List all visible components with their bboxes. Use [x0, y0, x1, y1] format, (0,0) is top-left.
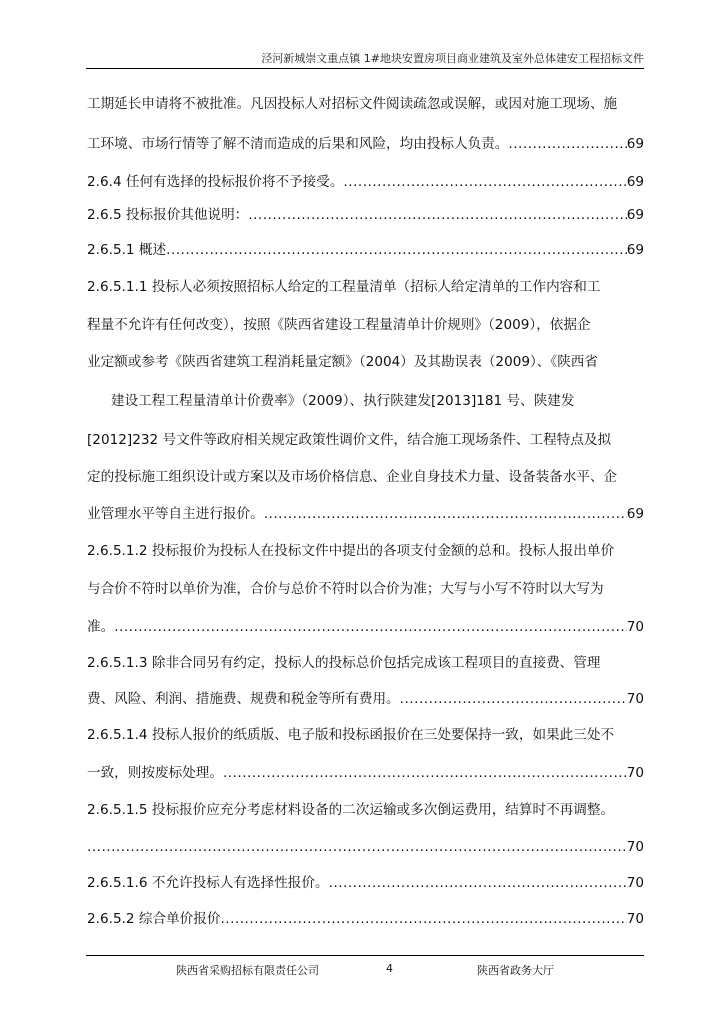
toc-entry[interactable]: [87, 616, 644, 638]
toc-page-number: 70: [626, 691, 644, 707]
toc-page-number: 69: [626, 207, 644, 223]
dot-leader: [329, 872, 627, 894]
toc-line: [111, 390, 644, 412]
toc-line: [87, 429, 644, 451]
toc-entry[interactable]: [87, 133, 644, 155]
footer-company: 陕西省采购招标有限责任公司: [176, 964, 319, 977]
toc-line: [87, 276, 644, 298]
toc-line-text: 2.6.5.1.3 除非合同另有约定，投标人的投标总价包括完成该工程项目的直接费、管理: [87, 655, 601, 671]
toc-line-text: 2.6.5.1.4 投标人报价的纸质版、电子版和投标函报价在三处要保持一致，如果此三处不: [87, 727, 615, 743]
toc-entry-text: 2.6.5 投标报价其他说明：: [87, 207, 249, 223]
dot-leader: [400, 688, 627, 710]
dot-leader: [87, 836, 627, 858]
toc-entry-text: 费、风险、利润、措施费、规费和税金等所有费用。: [87, 691, 400, 707]
toc-entry-text: 2.6.5.1.6 不允许投标人有选择性报价。: [87, 875, 329, 891]
toc-page-number: 69: [626, 506, 644, 522]
toc-line-text: 工期延长申请将不被批准。凡因投标人对招标文件阅读疏忽或误解，或因对施工现场、施: [87, 96, 618, 112]
toc-entry[interactable]: [87, 836, 644, 858]
dot-leader: [248, 204, 626, 226]
toc-line-text: 业定额或参考《陕西省建筑工程消耗量定额》（2004）及其勘误表（2009）、《陕西省: [87, 354, 598, 370]
dot-leader: [114, 616, 627, 638]
dot-leader: [166, 239, 627, 261]
footer-location: 陕西省政务大厅: [477, 964, 554, 977]
toc-line-text: 2.6.5.1.5 投标报价应充分考虑材料设备的二次运输或多次倒运费用，结算时不再调整。: [87, 802, 615, 818]
header-divider: [86, 68, 644, 69]
toc-line: [87, 314, 644, 336]
toc-entry-text: 2.6.5.1 概述: [87, 242, 167, 258]
toc-page-number: 70: [626, 875, 644, 891]
toc-page-number: 70: [626, 619, 644, 635]
toc-page-number: 69: [626, 174, 644, 190]
toc-entry[interactable]: [87, 762, 644, 784]
toc-line: [87, 93, 644, 115]
toc-entry-text: 业管理水平等自主进行报价。: [87, 506, 264, 522]
footer-page-number: 4: [386, 962, 393, 975]
toc-entry[interactable]: [87, 503, 644, 525]
footer-divider: [86, 955, 644, 956]
dot-leader: [343, 171, 626, 193]
toc-entry[interactable]: [87, 908, 644, 930]
toc-entry-text: 2.6.4 任何有选择的投标报价将不予接受。: [87, 174, 344, 190]
toc-page-number: 69: [626, 136, 644, 152]
toc-line: [87, 652, 644, 674]
toc-entry[interactable]: [87, 204, 644, 226]
toc-entry-text: 2.6.5.2 综合单价报价: [87, 911, 221, 927]
toc-line-text: 与合价不符时以单价为准，合价与总价不符时以合价为准；大写与小写不符时以大写为: [87, 581, 604, 597]
toc-entry[interactable]: [87, 239, 644, 261]
toc-entry[interactable]: [87, 688, 644, 710]
document-header-title: 泾河新城崇文重点镇 1#地块安置房项目商业建筑及室外总体建安工程招标文件: [261, 52, 644, 65]
toc-line-text: 定的投标施工组织设计或方案以及市场价格信息、企业自身技术力量、设备装备水平、企: [87, 469, 618, 485]
toc-line-text: 2.6.5.1.2 投标报价为投标人在投标文件中提出的各项支付金额的总和。投标人报出单价: [87, 543, 615, 559]
toc-entry-text: 工环境、市场行情等了解不清而造成的后果和风险，均由投标人负责。: [87, 136, 509, 152]
toc-entry[interactable]: [87, 171, 644, 193]
toc-line: [87, 724, 644, 746]
toc-line: [87, 799, 644, 821]
toc-line: [87, 466, 644, 488]
toc-line-text: 建设工程工程量清单计价费率》（2009）、执行陕建发[2013]181 号、陕建发: [111, 393, 575, 409]
toc-page-number: 69: [626, 242, 644, 258]
toc-entry[interactable]: [87, 872, 644, 894]
dot-leader: [220, 908, 626, 930]
toc-line-text: [2012]232 号文件等政府相关规定政策性调价文件，结合施工现场条件、工程特点及拟: [87, 432, 612, 448]
toc-line-text: 程量不允许有任何改变），按照《陕西省建设工程量清单计价规则》（2009），依据企: [87, 317, 591, 333]
toc-page-number: 70: [626, 911, 644, 927]
toc-page-number: 70: [626, 765, 644, 781]
toc-line: [87, 540, 644, 562]
toc-line: [87, 578, 644, 600]
dot-leader: [508, 133, 626, 155]
toc-line: [87, 351, 644, 373]
dot-leader: [264, 503, 627, 525]
toc-page-number: 70: [626, 839, 644, 855]
toc-entry-text: 一致，则按废标处理。: [87, 765, 223, 781]
toc-entry-text: 准。: [87, 619, 115, 635]
toc-line-text: 2.6.5.1.1 投标人必须按照招标人给定的工程量清单（招标人给定清单的工作内容和工: [87, 279, 601, 295]
dot-leader: [223, 762, 627, 784]
